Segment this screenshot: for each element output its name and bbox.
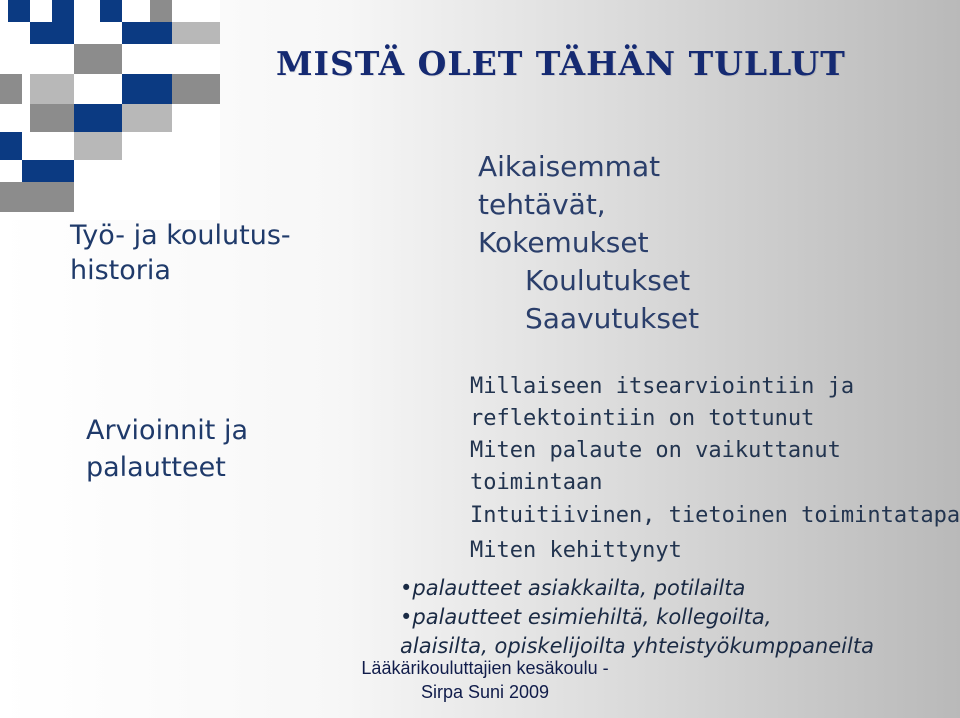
history-item: Aikaisemmat bbox=[478, 150, 661, 183]
footer-line2: Sirpa Suni 2009 bbox=[420, 682, 550, 702]
bullet-dot-icon: • bbox=[400, 576, 413, 600]
list-item bbox=[400, 574, 956, 603]
feedback-label-line2: palautteet bbox=[86, 452, 226, 483]
feedback-item: Millaiseen itsearviointiin ja bbox=[470, 374, 855, 399]
decorative-square-pattern bbox=[0, 0, 220, 220]
list-item bbox=[400, 603, 956, 632]
feedback-item: Miten kehittynyt bbox=[470, 538, 682, 563]
history-item: Kokemukset bbox=[478, 226, 649, 259]
feedback-item: Miten palaute on vaikuttanut bbox=[470, 438, 841, 463]
feedback-label-line1: Arvioinnit ja bbox=[86, 415, 249, 446]
feedback-item: reflektointiin on tottunut bbox=[470, 406, 815, 431]
history-label-line1: Työ- ja koulutus- bbox=[70, 220, 291, 251]
feedback-item: Intuitiivinen, tietoinen toimintatapa bbox=[470, 503, 960, 528]
history-item: Koulutukset bbox=[525, 264, 691, 297]
feedback-item: toimintaan bbox=[470, 470, 603, 495]
footer-line1: Lääkärikouluttajien kesäkoulu - bbox=[361, 658, 609, 678]
bullet-text: palautteet asiakkailta, potilailta bbox=[412, 576, 746, 600]
bullet-continuation: alaisilta, opiskelijoilta yhteistyökumppaneilta bbox=[400, 634, 874, 658]
bullet-dot-icon: • bbox=[400, 605, 413, 629]
history-label-line2: historia bbox=[70, 255, 171, 286]
history-item: tehtävät, bbox=[478, 188, 606, 221]
slide-title: MISTÄ OLET TÄHÄN TULLUT bbox=[276, 44, 846, 83]
bullet-text: palautteet esimiehiltä, kollegoilta, bbox=[412, 605, 772, 629]
feedback-bullet-list bbox=[400, 574, 956, 661]
history-item: Saavutukset bbox=[525, 302, 700, 335]
